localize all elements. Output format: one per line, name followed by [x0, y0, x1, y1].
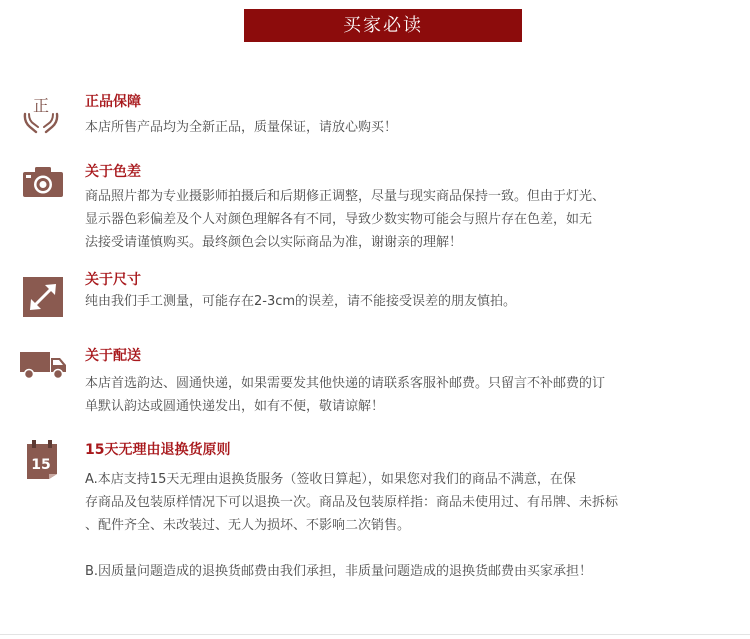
body-line: 本店所售产品均为全新正品，质量保证，请放心购买！ — [85, 120, 398, 135]
body-line: 本店首选韵达、圆通快递，如果需要发其他快递的请联系客服补邮费。只留言不补邮费的订 — [85, 376, 606, 391]
section-title: 关于配送 — [85, 348, 141, 364]
paragraph-spacer — [85, 537, 725, 560]
section-body — [85, 468, 725, 583]
section-title: 关于色差 — [85, 164, 141, 180]
body-line: 单默认韵达或圆通快递发出，如有不便，敬请谅解！ — [85, 399, 385, 414]
body-line: 商品照片都为专业摄影师拍摄后和后期修正调整，尽量与现实商品保持一致。但由于灯光、 — [85, 189, 606, 204]
genuine-hands-icon — [21, 92, 61, 134]
resize-arrow-icon — [23, 277, 63, 317]
delivery-truck-icon — [20, 350, 68, 380]
bottom-divider — [0, 634, 750, 635]
section-title: 关于尺寸 — [85, 272, 141, 288]
genuine-icon-text: 正 — [32, 96, 50, 115]
page-title: 买家必读 — [244, 9, 522, 42]
camera-icon — [22, 166, 64, 198]
section-body — [85, 372, 725, 418]
body-line: A.本店支持15天无理由退换货服务（签收日算起），如果您对我们的商品不满意，在保 — [85, 472, 576, 487]
body-line: 法接受请谨慎购买。最终颜色会以实际商品为准，谢谢亲的理解！ — [85, 235, 463, 250]
calendar-icon-text: 15 — [31, 457, 51, 473]
calendar-15-icon — [24, 440, 60, 480]
section-body — [85, 290, 725, 313]
section-body — [85, 116, 725, 139]
body-line: B.因质量问题造成的退换货邮费由我们承担，非质量问题造成的退换货邮费由买家承担！ — [85, 564, 593, 579]
body-line: 、配件齐全、未改装过、无人为损坏、不影响二次销售。 — [85, 518, 411, 533]
section-title: 正品保障 — [85, 94, 141, 110]
body-line: 纯由我们手工测量，可能存在2-3cm的误差，请不能接受误差的朋友慎拍。 — [85, 294, 517, 309]
section-title: 15天无理由退换货原则 — [85, 442, 231, 458]
body-line: 存商品及包装原样情况下可以退换一次。商品及包装原样指：商品未使用过、有吊牌、未拆标 — [85, 495, 619, 510]
section-body — [85, 185, 725, 254]
body-line: 显示器色彩偏差及个人对颜色理解各有不同，导致少数实物可能会与照片存在色差，如无 — [85, 212, 593, 227]
